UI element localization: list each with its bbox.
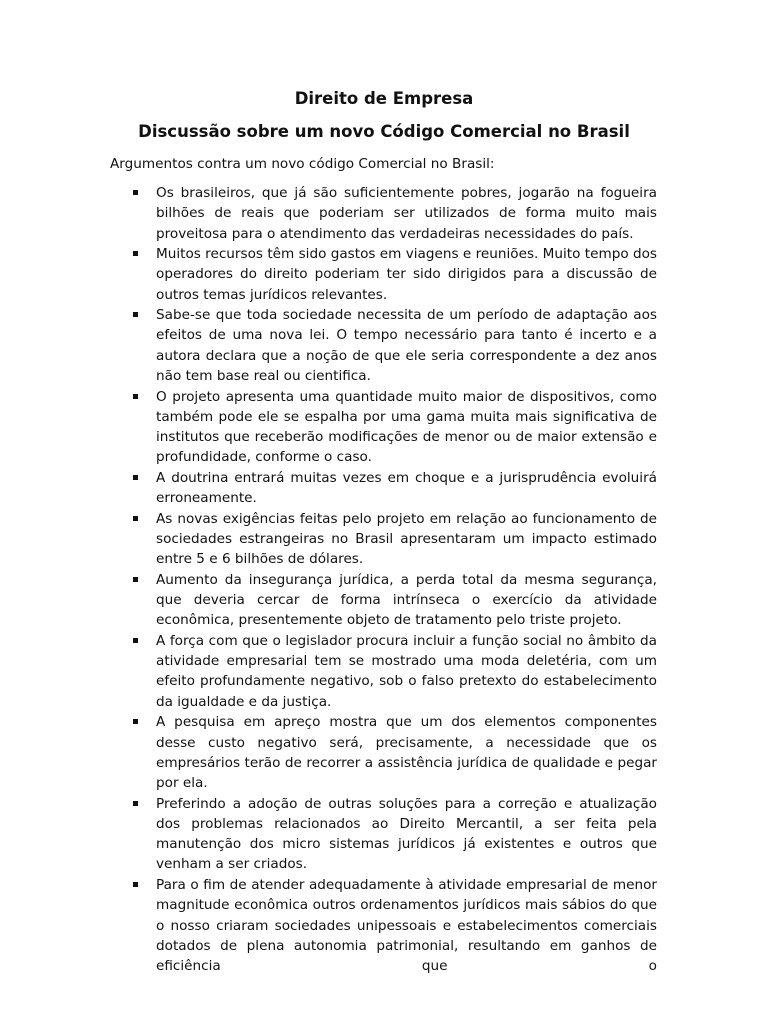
list-item-text: Para o fim de atender adequadamente à atividade empresarial de menor magnitude econômica outros ordenamentos jurídicos mais sábios do que o nosso criaram sociedades unipessoais e estabelecimentos comerciais dotados de plena autonomia patrimonial, resultando em ganhos de eficiência que o — [156, 876, 657, 975]
list-item-text: O projeto apresenta uma quantidade muito maior de dispositivos, como também pode ele se espalha por uma gama muita mais significativa de institutos que receberão modificações de menor ou de maior extensão e profundidade, conforme o caso. — [156, 388, 657, 466]
list-item-text: Sabe-se que toda sociedade necessita de um período de adaptação aos efeitos de uma nova lei. O tempo necessário para tanto é incerto e a autora declara que a noção de que ele seria correspondente a dez anos não tem base real ou cientifica. — [156, 307, 657, 385]
list-item — [0, 468, 768, 509]
document-title: Direito de Empresa — [294, 89, 474, 108]
argument-list — [0, 183, 768, 977]
square-bullet-icon — [133, 719, 138, 724]
list-item-text: Aumento da insegurança jurídica, a perda total da mesma segurança, que deveria cercar de forma intrínseca o exercício da atividade econômica, presentemente objeto de tratamento pelo triste projeto. — [156, 571, 657, 629]
square-bullet-icon — [133, 801, 138, 806]
list-item-text: A pesquisa em apreço mostra que um dos elementos componentes desse custo negativo será, precisamente, a necessidade que os empresários terão de recorrer a assistência jurídica de qualidade e pegar por ela. — [156, 714, 657, 792]
document-subtitle: Discussão sobre um novo Código Comercial no Brasil — [138, 122, 630, 141]
square-bullet-icon — [133, 882, 138, 887]
list-item — [0, 183, 768, 244]
list-item — [0, 712, 768, 793]
square-bullet-icon — [133, 475, 138, 480]
list-item — [0, 509, 768, 570]
square-bullet-icon — [133, 251, 138, 256]
list-item-text: Muitos recursos têm sido gastos em viagens e reuniões. Muito tempo dos operadores do direito poderiam ter sido dirigidos para a discussão de outros temas jurídicos relevantes. — [156, 246, 657, 303]
list-item-text: As novas exigências feitas pelo projeto em relação ao funcionamento de sociedades estrangeiras no Brasil apresentaram um impacto estimado entre 5 e 6 bilhões de dólares. — [156, 510, 657, 568]
list-item-text: Os brasileiros, que já são suficientemente pobres, jogarão na fogueira bilhões de reais que poderiam ser utilizados de forma muito mais proveitosa para o atendimento das verdadeiras necessidades do país. — [156, 185, 657, 242]
list-item — [0, 794, 768, 875]
square-bullet-icon — [133, 638, 138, 643]
intro-paragraph: Argumentos contra um novo código Comercial no Brasil: — [110, 156, 495, 172]
square-bullet-icon — [133, 312, 138, 317]
square-bullet-icon — [133, 577, 138, 582]
list-item-text: A força com que o legislador procura incluir a função social no âmbito da atividade empresarial tem se mostrado uma moda deletéria, com um efeito profundamente negativo, sob o falso pretexto do estabelecimento da igualdade e da justiça. — [156, 632, 657, 710]
square-bullet-icon — [133, 190, 138, 195]
list-item — [0, 875, 768, 976]
square-bullet-icon — [133, 394, 138, 399]
list-item — [0, 244, 768, 305]
square-bullet-icon — [133, 516, 138, 521]
list-item — [0, 387, 768, 468]
list-item — [0, 305, 768, 386]
list-item — [0, 631, 768, 712]
list-item-text: Preferindo a adoção de outras soluções para a correção e atualização dos problemas relacionados ao Direito Mercantil, a ser feita pela manutenção dos micro sistemas jurídicos já existentes e outros que venham a ser criados. — [156, 795, 657, 873]
list-item — [0, 570, 768, 631]
list-item-text: A doutrina entrará muitas vezes em choque e a jurisprudência evoluirá erroneamente. — [156, 469, 657, 507]
